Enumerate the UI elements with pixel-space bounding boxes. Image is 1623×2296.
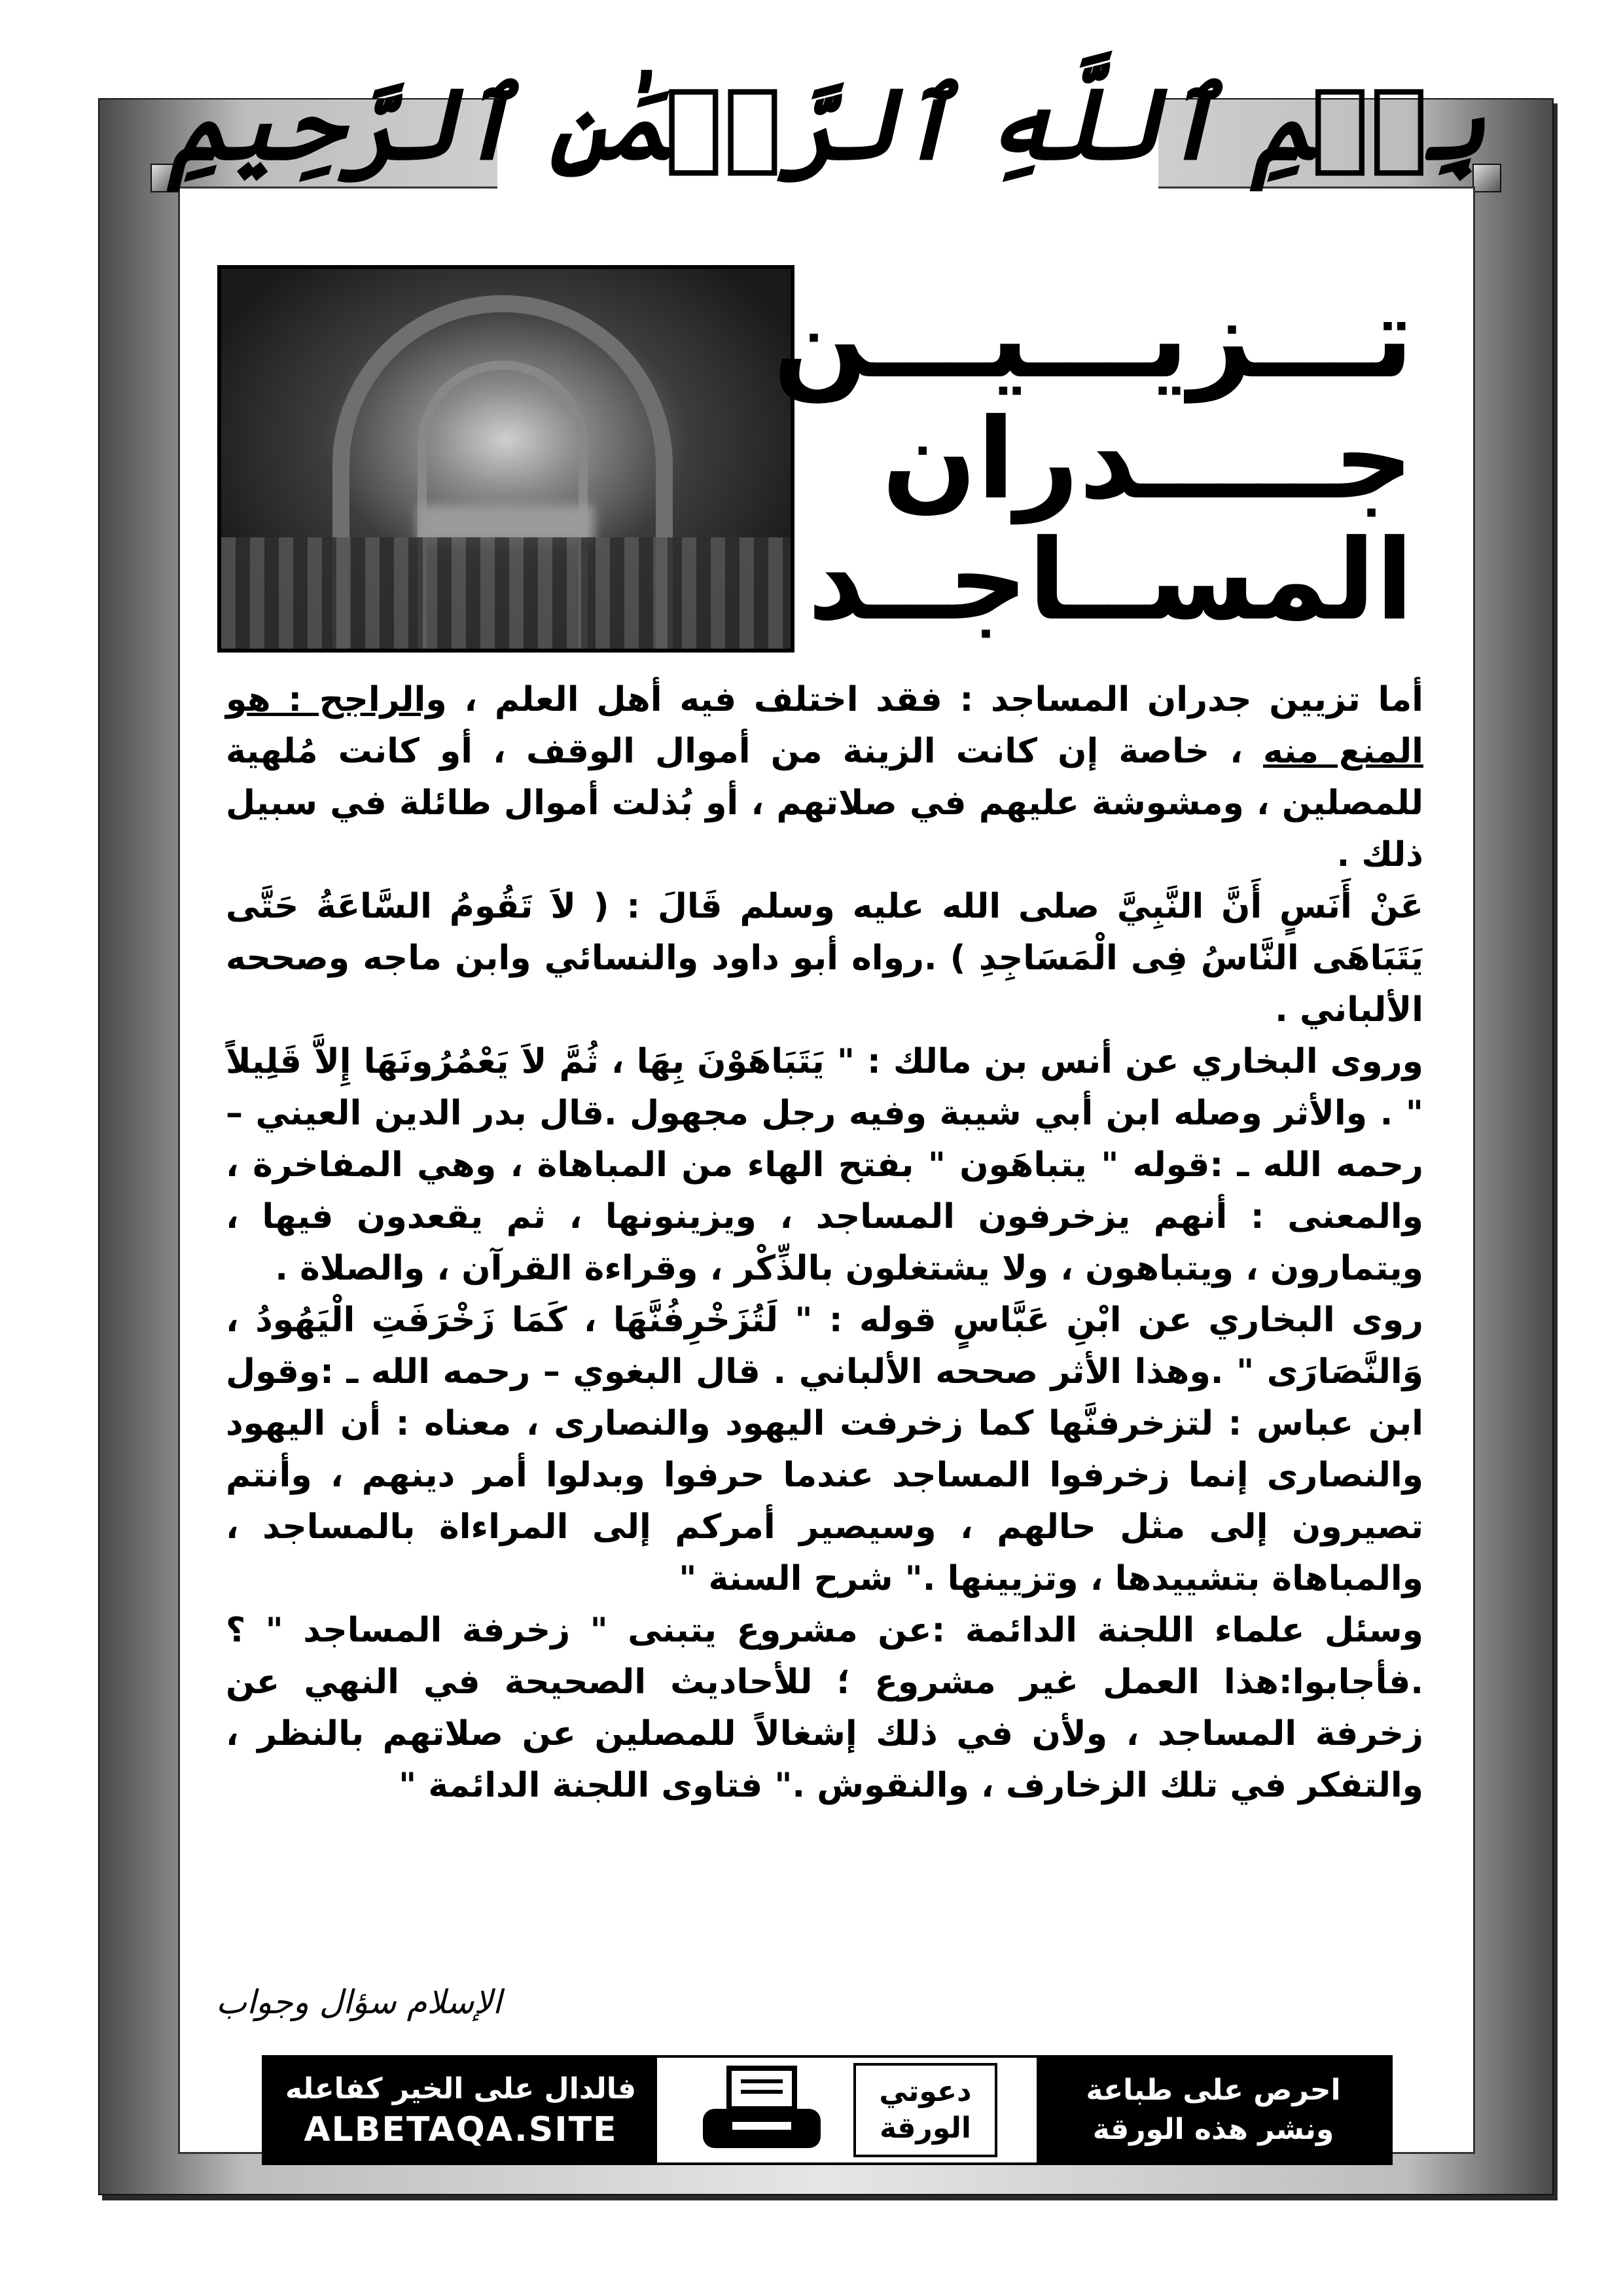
title-line-2: جـــــدران: [882, 395, 1414, 524]
page-title: [773, 274, 1414, 645]
title-line-1: تـــزيـــيـــن: [773, 274, 1414, 403]
footer-website-box: [264, 2058, 657, 2162]
reminder-line-1: احرص على طباعة: [1086, 2073, 1341, 2107]
paragraph-3: وروى البخاري عن أنس بن مالك : " يَتَبَاهَوْنَ بِهَا ، ثُمَّ لاَ يَعْمُرُونَهَا إِلاَّ قَلِيلاً " . والأثر وصله ابن أبي شيبة وفيه رجل مجهول .قال بدر الدين العيني – رحمه الله ـ :قوله " يتباهَون " بفتح الهاء من المباهاة ، وهي المفاخرة ، والمعنى : أنهم يزخرفون المساجد ، ويزينونها ، ثم يقعدون فيها ، ويتمارون ، ويتباهون ، ولا يشتغلون بالذِّكْر ، وقراءة القرآن ، والصلاة .: [226, 1042, 1423, 1288]
photo-carpet: [221, 537, 791, 649]
paragraph-2: عَنْ أَنَسٍ أَنَّ النَّبِيَّ صلى الله عليه وسلم قَالَ : ( لاَ تَقُومُ السَّاعَةُ حَتَّى يَتَبَاهَى النَّاسُ فِى الْمَسَاجِدِ ) .رواه أبو داود والنسائي وابن ماجه وصححه الألباني .: [226, 887, 1423, 1030]
paragraph-1-rest: ، خاصة إن كانت الزينة من أموال الوقف ، أو كانت مُلهية للمصلين ، ومشوشة عليهم في صلاتهم ، أو بُذلت أموال طائلة في سبيل ذلك .: [226, 732, 1423, 874]
article-body: [226, 674, 1423, 1812]
dawati-logo: [853, 2063, 997, 2157]
footer-site-url[interactable]: ALBETAQA.SITE: [304, 2110, 618, 2149]
footer-print-reminder: [1037, 2058, 1390, 2162]
paragraph-1: [226, 674, 1423, 881]
logo-line-2: الورقة: [880, 2111, 972, 2145]
printer-icon: [696, 2066, 827, 2157]
logo-line-1: دعوتي: [879, 2075, 972, 2108]
footer-banner: [262, 2055, 1393, 2165]
paragraph-1-intro: أما تزيين جدران المساجد : فقد اختلف فيه أهل العلم ،: [446, 680, 1423, 719]
source-credit: الإسلام سؤال وجواب: [216, 1983, 502, 2021]
basmala-calligraphy: بِسۡمِ ٱللَّهِ ٱلرَّحۡمَٰنِ ٱلرَّحِيمِ: [169, 67, 1486, 182]
paragraph-4: روى البخاري عن ابْنِ عَبَّاسٍ قوله : " لَتُزَخْرِفُنَّهَا ، كَمَا زَخْرَفَتِ الْيَهُودُ ، وَالنَّصَارَى " .وهذا الأثر صححه الألباني . قال البغوي – رحمه الله ـ :وقول ابن عباس : لتزخرفنَّها كما زخرفت اليهود والنصارى ، معناه : أن اليهود والنصارى إنما زخرفوا المساجد عندما حرفوا وبدلوا أمر دينهم ، وأنتم تصيرون إلى مثل حالهم ، وسيصير أمركم إلى المراءاة بالمساجد ، والمباهاة بتشييدها ، وتزيينها ." شرح السنة ": [226, 1300, 1423, 1598]
title-line-3: المســاجــد: [807, 516, 1414, 645]
paragraph-1-ruling: والراجح : هو المنع منه: [226, 680, 1423, 771]
reminder-line-2: ونشر هذه الورقة: [1092, 2113, 1334, 2146]
basmala-plaque: [169, 26, 1486, 223]
footer-hadith-line: فالدال على الخير كفاعله: [285, 2072, 637, 2106]
mosque-interior-photo: [217, 265, 794, 653]
paragraph-5: وسئل علماء اللجنة الدائمة :عن مشروع يتبنى " زخرفة المساجد " ؟ .فأجابوا:هذا العمل غير مشروع ؛ للأحاديث الصحيحة في النهي عن زخرفة المساجد ، ولأن في ذلك إشغالاً للمصلين عن صلاتهم بالنظر ، والتفكر في تلك الزخارف ، والنقوش ." فتاوى اللجنة الدائمة ": [226, 1611, 1423, 1805]
